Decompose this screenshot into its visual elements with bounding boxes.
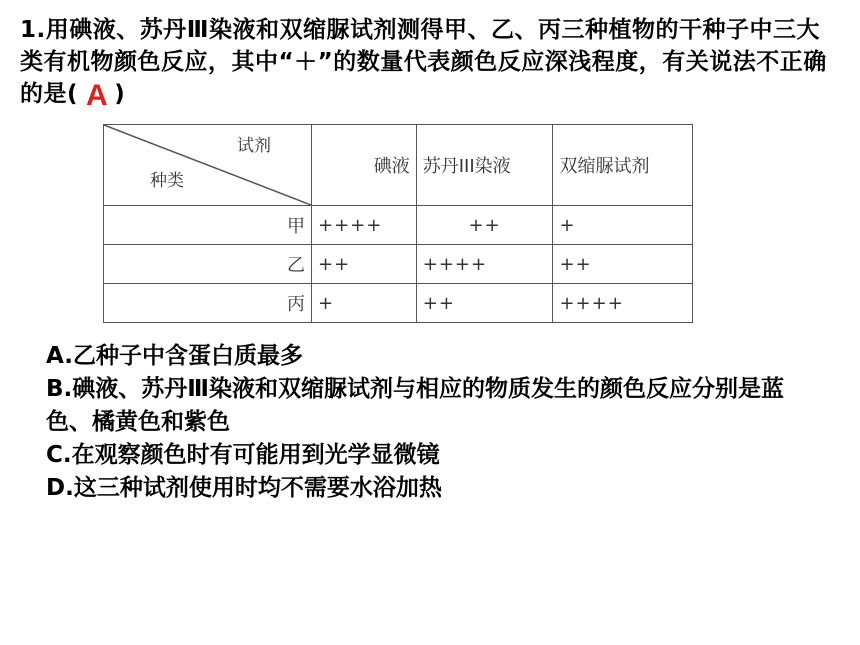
- option-d: D.这三种试剂使用时均不需要水浴加热: [46, 475, 442, 501]
- row-label-jia: 甲: [104, 206, 312, 245]
- option-b: B.碘液、苏丹Ⅲ染液和双缩脲试剂与相应的物质发生的颜色反应分别是蓝色、橘黄色和紫色: [46, 376, 785, 435]
- row-label-yi: 乙: [104, 245, 312, 284]
- table-cell: +: [553, 206, 693, 245]
- question-stem: [20, 14, 830, 112]
- answer-options: [46, 340, 816, 505]
- question-text: 1.用碘液、苏丹Ⅲ染液和双缩脲试剂测得甲、乙、丙三种植物的干种子中三大类有机物颜色反应，其中“＋”的数量代表颜色反应深浅程度，有关说法不正确的是(: [20, 17, 827, 107]
- reaction-table: [103, 124, 693, 323]
- table-header-row: [104, 125, 693, 206]
- table-cell: ++++: [416, 245, 553, 284]
- table-cell: ++: [416, 284, 553, 323]
- column-header-biuret: 双缩脲试剂: [553, 125, 693, 206]
- header-species-label: 种类: [150, 171, 184, 191]
- table-cell: ++: [416, 206, 553, 245]
- option-c: C.在观察颜色时有可能用到光学显微镜: [46, 442, 440, 468]
- question-close-paren: ): [114, 81, 126, 107]
- table-cell: ++++: [553, 284, 693, 323]
- column-header-sudan: 苏丹III染液: [416, 125, 553, 206]
- column-header-iodine: 碘液: [312, 125, 417, 206]
- table-cell: ++++: [312, 206, 417, 245]
- header-reagent-label: 试剂: [237, 136, 271, 156]
- row-label-bing: 丙: [104, 284, 312, 323]
- table-row: [104, 284, 693, 323]
- answer-mark: A: [86, 79, 109, 112]
- diagonal-line: [104, 125, 311, 205]
- table-row: [104, 206, 693, 245]
- table-row: [104, 245, 693, 284]
- diagonal-header-cell: [104, 125, 312, 206]
- table-cell: ++: [312, 245, 417, 284]
- table-cell: +: [312, 284, 417, 323]
- option-a: A.乙种子中含蛋白质最多: [46, 343, 303, 369]
- table-cell: ++: [553, 245, 693, 284]
